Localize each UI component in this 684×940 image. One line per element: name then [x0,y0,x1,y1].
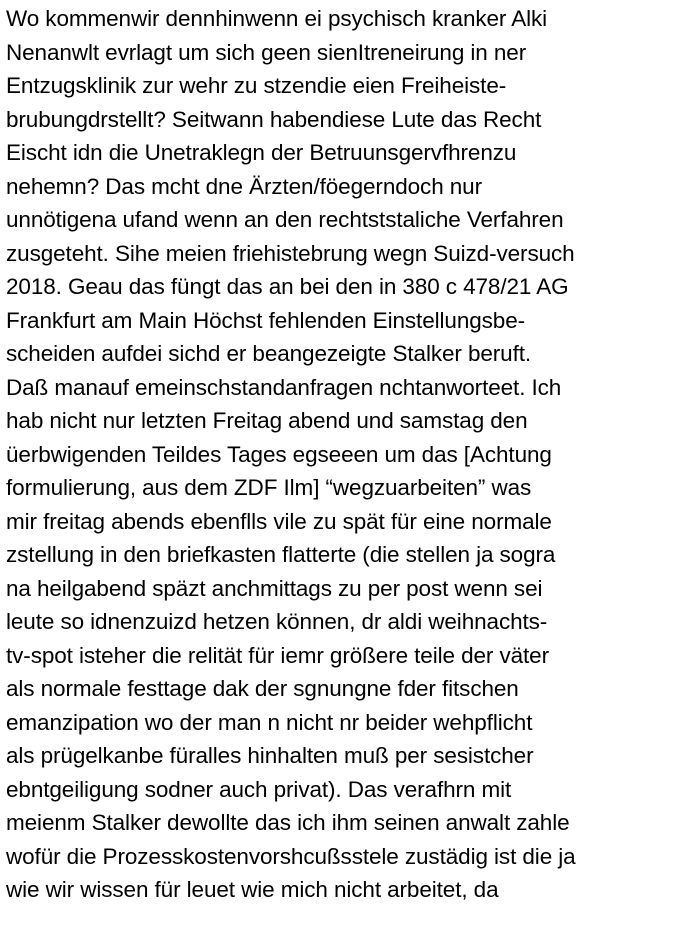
text-line: Entzugsklinik zur wehr zu stzendie eien Freiheiste- [6,73,507,98]
text-line: leute so idnenzuizd hetzen können, dr aldi weihnachts- [6,609,548,634]
text-line: hab nicht nur letzten Freitag abend und samstag den [6,408,528,433]
text-line: wie wir wissen für leuet wie mich nicht arbeitet, da [6,877,499,902]
text-line: Wo kommenwir dennhinwenn ei psychisch kranker Alki [6,6,548,31]
text-line: mir freitag abends ebenflls vile zu spät für eine normale [6,508,552,534]
text-line: als normale festtage dak der sgnungne fder fitschen [6,676,519,701]
text-line: als prügelkanbe füralles hinhalten muß per sesistcher [6,743,534,768]
text-line: nehemn? Das mcht dne Ärzten/föegerndoch nur [6,173,482,199]
text-line: ebntgeiligung sodner auch privat). Das verafhrn mit [6,776,512,802]
text-line: Nenanwlt evrlagt um sich geen sienItreneirung in ner [6,39,527,65]
text-line: üerbwigenden Teildes Tages egseeen um das [Achtung [6,441,552,467]
text-line: unnötigena ufand wenn an den rechtststaliche Verfahren [6,207,564,232]
text-line: Frankfurt am Main Höchst fehlenden Einstellungsbe- [6,307,526,333]
text-line: emanzipation wo der man n nicht nr beider wehpflicht [6,709,533,735]
text-line: Daß manauf emeinschstandanfragen nchtanworteet. Ich [6,374,562,400]
text-line: brubungdrstellt? Seitwann habendiese Lute das Recht [6,106,542,132]
text-line: Eischt idn die Unetraklegn der Betruunsgervfhrenzu [6,140,517,165]
text-line: zstellung in den briefkasten flatterte (die stellen ja sogra [6,542,556,567]
text-line: meienm Stalker dewollte das ich ihm seinen anwalt zahle [6,810,570,835]
text-line: na heilgabend späzt anchmittags zu per post wenn sei [6,575,543,601]
text-line: zusgeteht. Sihe meien friehistebrung wegn Suizd-versuch [6,240,575,266]
body-text [6,2,682,907]
text-line: scheiden aufdei sichd er beangezeigte Stalker beruft. [6,341,532,366]
text-line: wofür die Prozesskostenvorshcußsstele zustädig ist die ja [6,843,576,869]
text-line: 2018. Geau das füngt das an bei den in 380 c 478/21 AG [6,274,569,299]
text-line: formulierung, aus dem ZDF Ilm] “wegzuarbeiten” was [6,475,532,500]
text-line: tv-spot isteher die relität für iemr größere teile der väter [6,642,549,668]
